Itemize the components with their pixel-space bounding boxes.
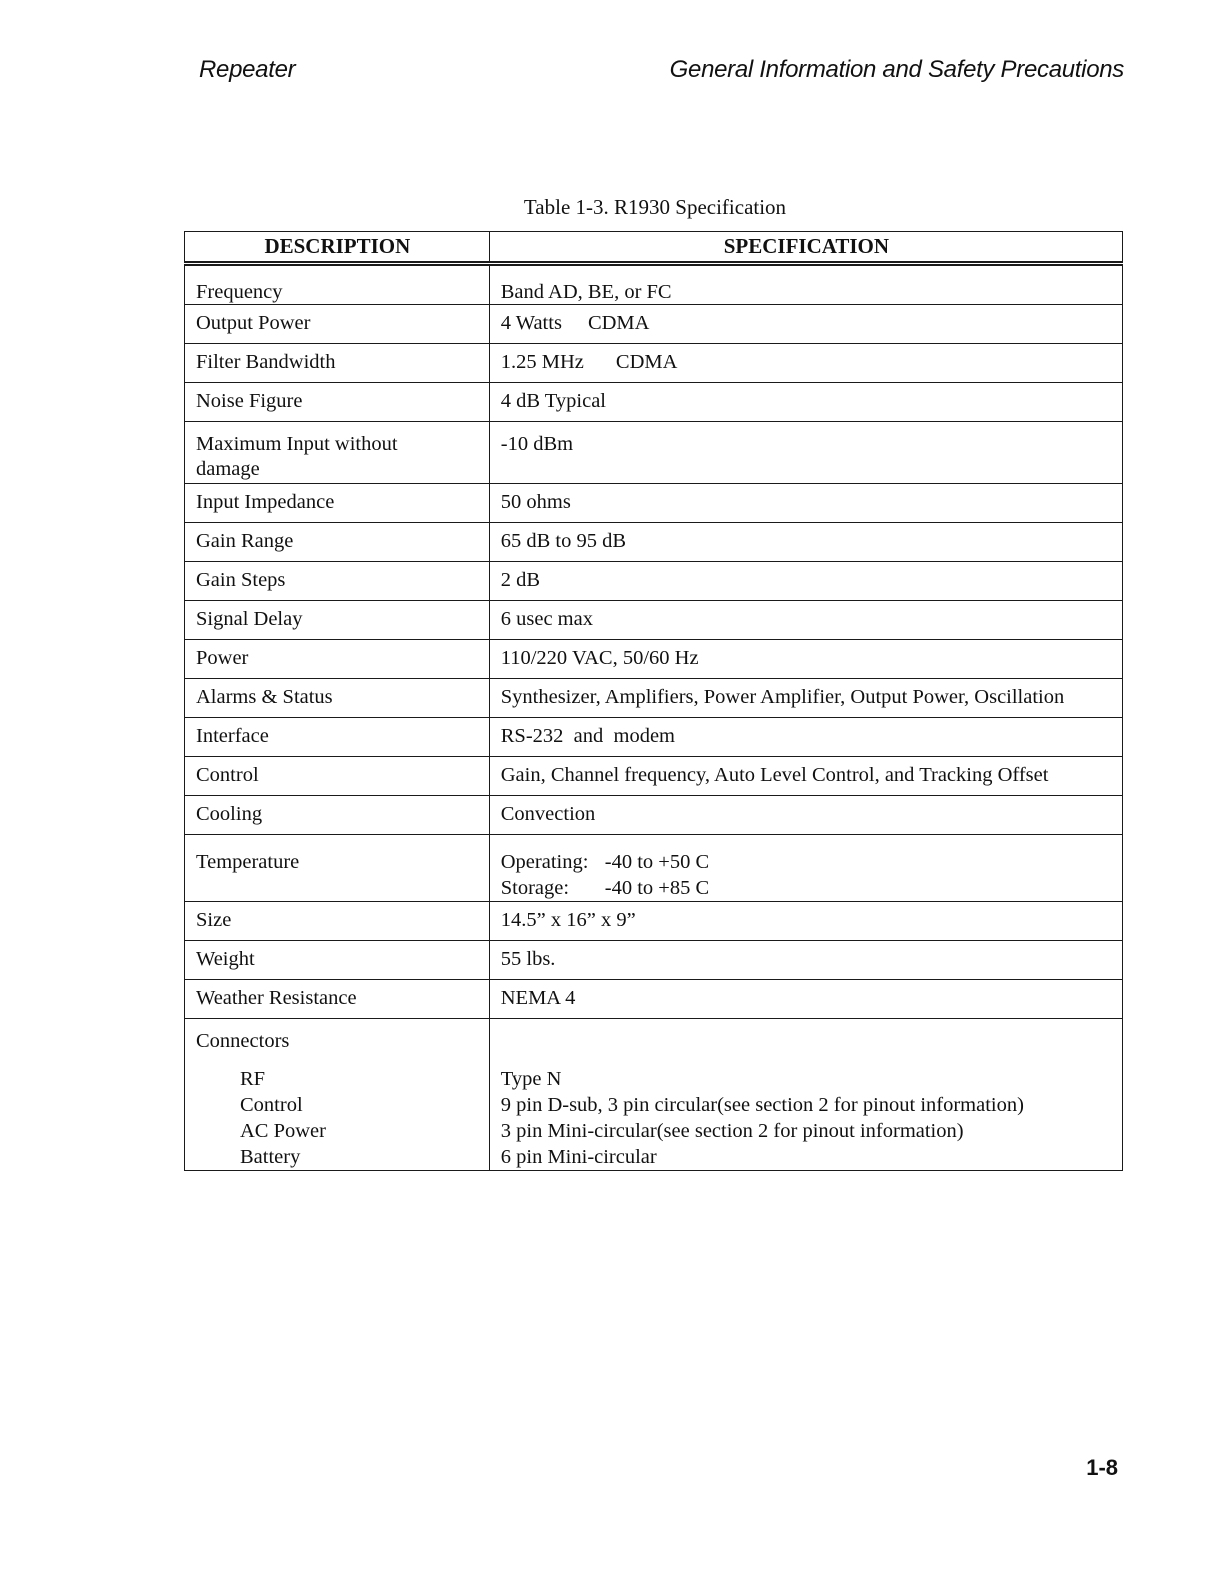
row-specification: Synthesizer, Amplifiers, Power Amplifier, Output Power, Oscillation bbox=[489, 679, 1122, 718]
row-description: Input Impedance bbox=[185, 484, 490, 523]
row-specification bbox=[489, 835, 1122, 902]
storage-label: Storage: bbox=[500, 877, 570, 899]
table-header-row bbox=[185, 232, 1123, 264]
table-row bbox=[185, 601, 1123, 640]
connectors-label: Connectors bbox=[196, 1030, 290, 1052]
row-specification: 4 dB Typical bbox=[489, 383, 1122, 422]
table-row bbox=[185, 383, 1123, 422]
connector-value: 9 pin D-sub, 3 pin circular(see section 2 for pinout information) bbox=[500, 1094, 1024, 1116]
row-description: Weather Resistance bbox=[185, 980, 490, 1019]
table-row bbox=[185, 796, 1123, 835]
row-description: Temperature bbox=[185, 835, 490, 902]
storage-value: -40 to +85 C bbox=[604, 877, 710, 899]
row-specification: 4 Watts CDMA bbox=[489, 305, 1122, 344]
row-description: Alarms & Status bbox=[185, 679, 490, 718]
connector-name: RF bbox=[240, 1068, 266, 1090]
row-description: Size bbox=[185, 902, 490, 941]
row-specification: RS-232 and modem bbox=[489, 718, 1122, 757]
row-specification: 2 dB bbox=[489, 562, 1122, 601]
row-specification: 14.5” x 16” x 9” bbox=[489, 902, 1122, 941]
table-row bbox=[185, 305, 1123, 344]
connector-value: 6 pin Mini-circular bbox=[500, 1146, 657, 1168]
row-specification: Band AD, BE, or FC bbox=[489, 264, 1122, 305]
row-description: Gain Range bbox=[185, 523, 490, 562]
row-specification: Gain, Channel frequency, Auto Level Control, and Tracking Offset bbox=[489, 757, 1122, 796]
row-description: Weight bbox=[185, 941, 490, 980]
row-description: Filter Bandwidth bbox=[185, 344, 490, 383]
table-row bbox=[185, 344, 1123, 383]
row-specification: 6 usec max bbox=[489, 601, 1122, 640]
table-row bbox=[185, 640, 1123, 679]
specification-table bbox=[184, 231, 1123, 1171]
column-header-specification: SPECIFICATION bbox=[489, 232, 1122, 264]
row-description: Interface bbox=[185, 718, 490, 757]
table-row bbox=[185, 562, 1123, 601]
operating-label: Operating: bbox=[500, 851, 589, 873]
table-row bbox=[185, 422, 1123, 484]
row-specification: 55 lbs. bbox=[489, 941, 1122, 980]
row-specification: 110/220 VAC, 50/60 Hz bbox=[489, 640, 1122, 679]
table-row bbox=[185, 484, 1123, 523]
row-description: Cooling bbox=[185, 796, 490, 835]
row-specification: 50 ohms bbox=[489, 484, 1122, 523]
operating-value: -40 to +50 C bbox=[604, 851, 710, 873]
connector-value: Type N bbox=[500, 1068, 562, 1090]
table-row bbox=[185, 264, 1123, 305]
connector-name: Battery bbox=[240, 1146, 301, 1168]
connector-name: AC Power bbox=[240, 1120, 326, 1142]
row-description: Control bbox=[185, 757, 490, 796]
table-row bbox=[185, 718, 1123, 757]
row-description: Output Power bbox=[185, 305, 490, 344]
row-description: Maximum Input without damage bbox=[185, 422, 490, 484]
connector-name: Control bbox=[240, 1094, 303, 1116]
column-header-description: DESCRIPTION bbox=[185, 232, 490, 264]
row-description: Gain Steps bbox=[185, 562, 490, 601]
row-specification: 65 dB to 95 dB bbox=[489, 523, 1122, 562]
connector-value: 3 pin Mini-circular(see section 2 for pinout information) bbox=[500, 1120, 964, 1142]
row-description: Power bbox=[185, 640, 490, 679]
table-row bbox=[185, 523, 1123, 562]
table-row bbox=[185, 902, 1123, 941]
row-specification: -10 dBm bbox=[489, 422, 1122, 484]
table-row bbox=[185, 980, 1123, 1019]
running-header-chapter: General Information and Safety Precautions bbox=[669, 56, 1124, 83]
page-number: 1-8 bbox=[1086, 1455, 1118, 1480]
running-header-section: Repeater bbox=[199, 56, 296, 83]
table-caption: Table 1-3. R1930 Specification bbox=[523, 195, 787, 219]
table-row bbox=[185, 941, 1123, 980]
table-row bbox=[185, 679, 1123, 718]
row-specification: 1.25 MHz CDMA bbox=[489, 344, 1122, 383]
table-row-connectors bbox=[185, 1019, 1123, 1171]
row-specification: NEMA 4 bbox=[489, 980, 1122, 1019]
table-row bbox=[185, 757, 1123, 796]
row-description: Noise Figure bbox=[185, 383, 490, 422]
row-description: Signal Delay bbox=[185, 601, 490, 640]
row-specification: Convection bbox=[489, 796, 1122, 835]
table-row bbox=[185, 835, 1123, 902]
row-description bbox=[185, 1019, 490, 1171]
row-specification bbox=[489, 1019, 1122, 1171]
row-description: Frequency bbox=[185, 264, 490, 305]
